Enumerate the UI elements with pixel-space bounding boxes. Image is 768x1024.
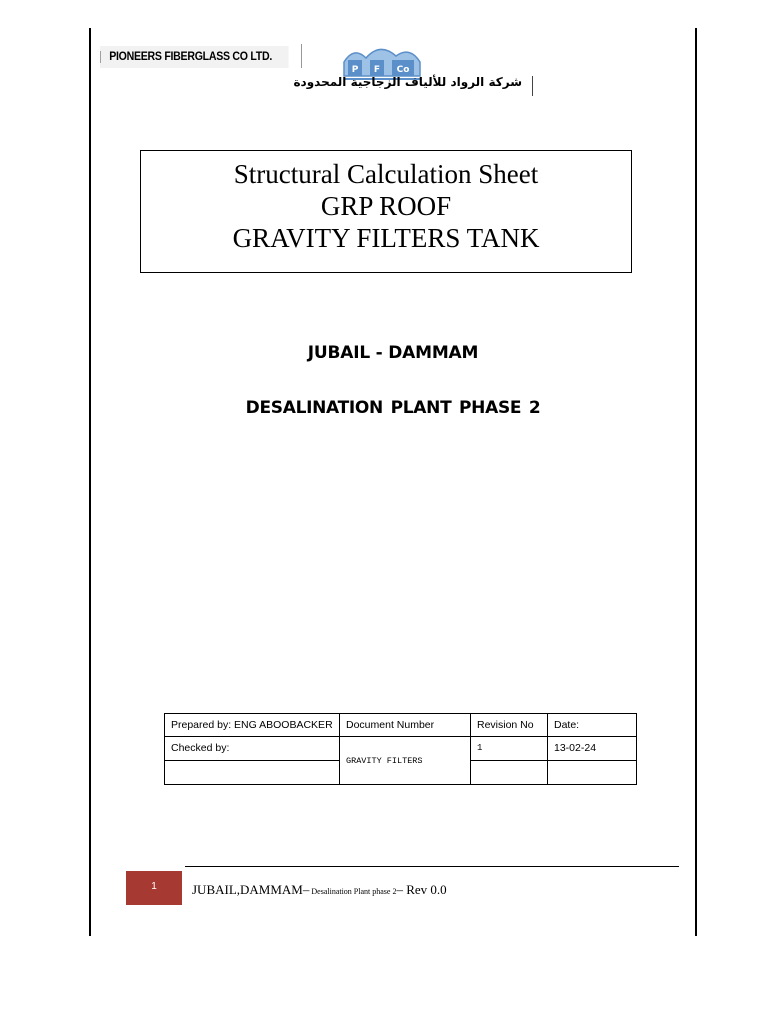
revision-value: 1 — [471, 737, 548, 761]
date-header: Date: — [548, 714, 637, 737]
footer-revision: – Rev 0.0 — [396, 882, 447, 897]
right-border-line — [695, 28, 697, 936]
company-name: PIONEERS FIBERGLASS CO LTD. — [100, 46, 289, 68]
prepared-by-cell: Prepared by: ENG ABOOBACKER — [165, 714, 340, 737]
title-line-1: Structural Calculation Sheet — [233, 159, 539, 189]
project-location: JUBAIL - DAMMAM — [307, 343, 479, 363]
footer-rule — [185, 866, 679, 867]
project-name: DESALINATION PLANT PHASE 2 — [245, 398, 541, 418]
company-name-arabic: شركة الرواد للألياف الزجاجية المحدودة — [293, 75, 522, 89]
header-divider — [301, 44, 302, 68]
arabic-divider — [532, 76, 533, 96]
date-value: 13-02-24 — [548, 737, 637, 761]
checked-by-cell: Checked by: — [165, 737, 340, 761]
title-line-2: GRP ROOF — [320, 191, 452, 221]
left-border-line — [89, 28, 91, 936]
title-line-3: GRAVITY FILTERS TANK — [232, 223, 540, 253]
document-number-value: GRAVITY FILTERS — [340, 737, 471, 785]
empty-cell — [471, 761, 548, 785]
page-number-badge: 1 — [126, 871, 182, 905]
empty-cell — [548, 761, 637, 785]
title-box — [140, 150, 632, 273]
footer-text — [192, 882, 447, 898]
svg-text:P: P — [351, 65, 359, 75]
empty-cell — [165, 761, 340, 785]
svg-text:Co: Co — [396, 65, 410, 75]
footer-project: Desalination Plant phase 2 — [309, 887, 397, 896]
footer-location: JUBAIL,DAMMAM– — [192, 882, 310, 897]
document-info-table — [164, 713, 637, 785]
svg-text:F: F — [373, 65, 381, 75]
document-number-header: Document Number — [340, 714, 471, 737]
revision-header: Revision No — [471, 714, 548, 737]
